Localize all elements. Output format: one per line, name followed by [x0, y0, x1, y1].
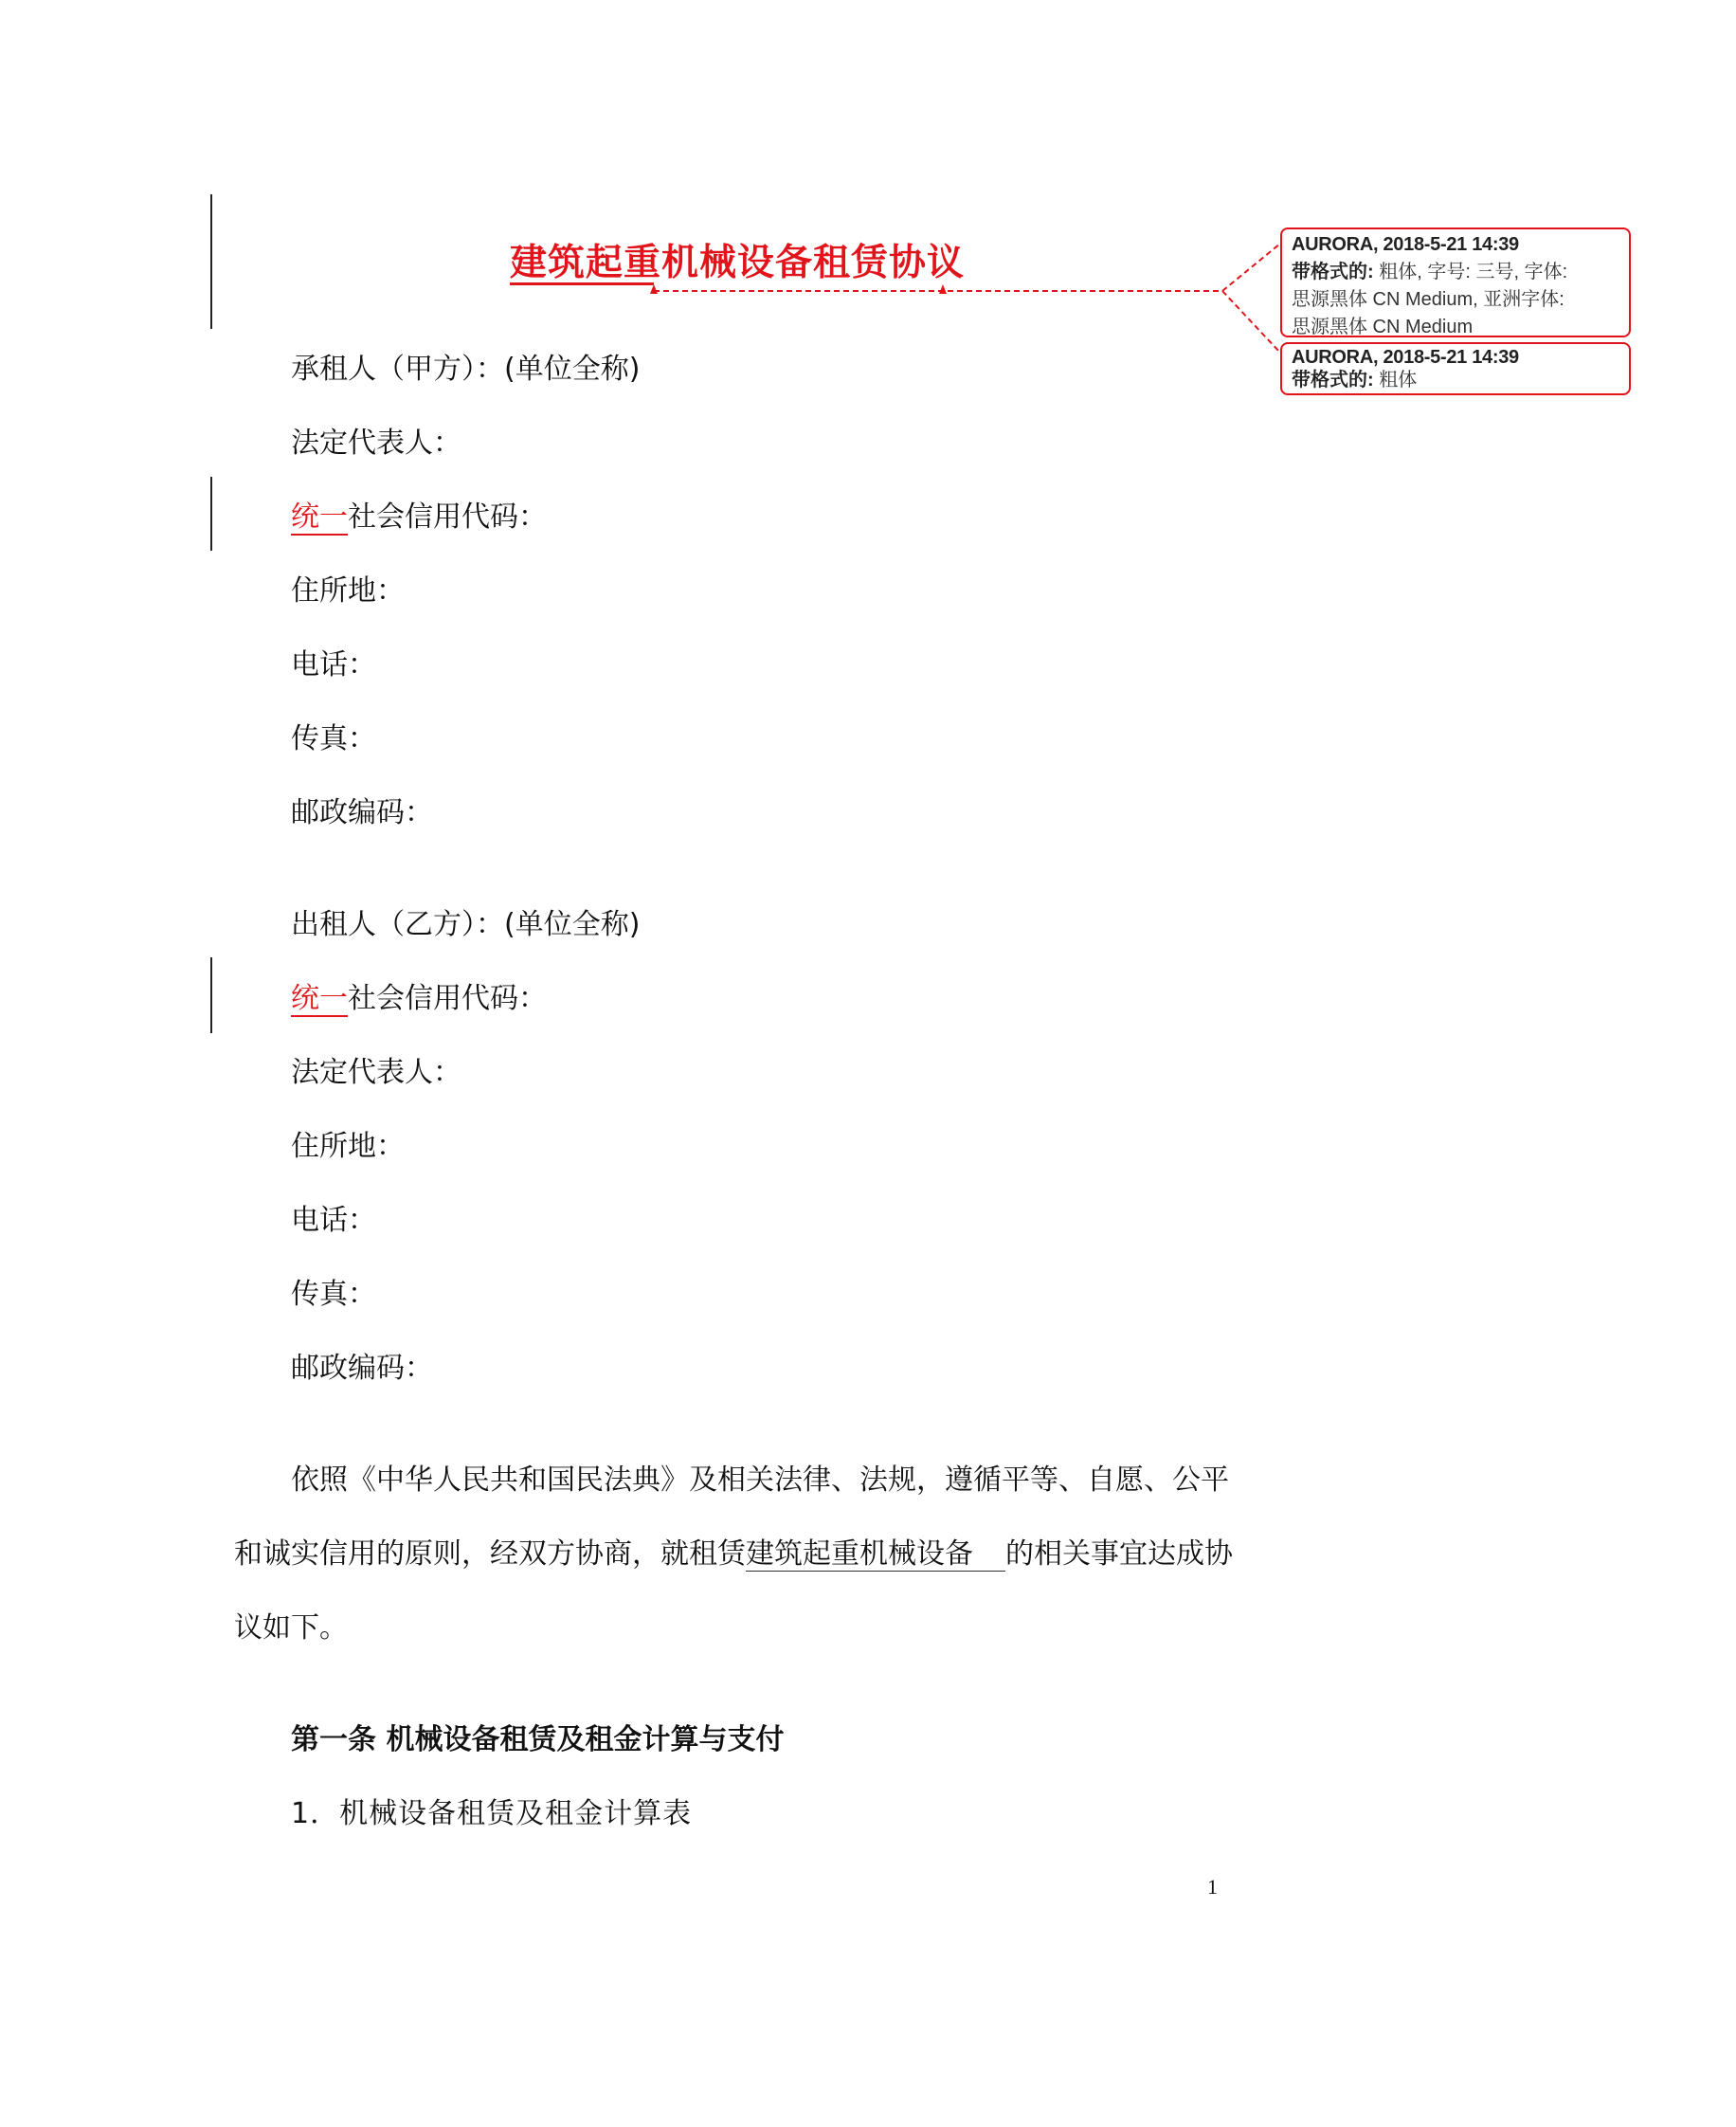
article-heading[interactable]: 第一条 机械设备租赁及租金计算与支付 [291, 1723, 785, 1756]
lessee-heading[interactable]: 承租人（甲方）：(单位全称) [291, 353, 641, 386]
page-number: 1 [1207, 1875, 1218, 1899]
preamble-text: 和诚实信用的原则，经双方协商，就租赁 [234, 1537, 746, 1571]
comment-balloon[interactable] [1280, 227, 1631, 337]
lessor-heading[interactable]: 出租人（乙方）：(单位全称) [291, 908, 641, 941]
lessee-legal-rep[interactable]: 法定代表人： [291, 427, 461, 460]
preamble-line-1[interactable]: 依照《中华人民共和国民法典》及相关法律、法规，遵循平等、自愿、公平 [291, 1463, 1229, 1497]
lessor-postal[interactable]: 邮政编码： [291, 1352, 433, 1385]
lessee-phone[interactable]: 电话： [291, 648, 376, 682]
lessee-fax[interactable]: 传真： [291, 722, 376, 755]
comment-value: 粗体 [1379, 370, 1418, 391]
lessor-address[interactable]: 住所地： [291, 1130, 405, 1163]
lessee-postal[interactable]: 邮政编码： [291, 796, 433, 829]
comment-value: 思源黑体 CN Medium, 亚洲字体: [1292, 289, 1564, 310]
lessee-address[interactable]: 住所地： [291, 574, 405, 608]
revision-mark: 统一 [291, 982, 348, 1015]
comment-label: 带格式的: [1292, 370, 1374, 391]
lessor-phone[interactable]: 电话： [291, 1204, 376, 1237]
lessor-legal-rep[interactable]: 法定代表人： [291, 1056, 461, 1089]
article-item[interactable]: 1．机械设备租赁及租金计算表 [291, 1797, 693, 1830]
document-title[interactable]: 建筑起重机械设备租赁协议 [510, 242, 966, 284]
comment-balloon[interactable] [1280, 342, 1631, 395]
comment-author-time: AURORA, 2018-5-21 14:39 [1292, 347, 1519, 368]
lessor-credit-code-label: 社会信用代码： [348, 982, 547, 1015]
comment-value: 思源黑体 CN Medium [1292, 317, 1474, 337]
comment-label: 带格式的: [1292, 262, 1374, 282]
lessee-credit-code-label: 社会信用代码： [348, 500, 547, 534]
preamble-text: 的相关事宜达成协 [1005, 1537, 1233, 1571]
comment-author-time: AURORA, 2018-5-21 14:39 [1292, 234, 1519, 255]
lessor-fax[interactable]: 传真： [291, 1278, 376, 1311]
preamble-line-3[interactable]: 议如下。 [234, 1611, 348, 1645]
revision-mark: 统一 [291, 500, 348, 534]
underlined-field[interactable]: 建筑起重机械设备 [746, 1537, 1005, 1572]
comment-value: 粗体, 字号: 三号, 字体: [1379, 262, 1568, 282]
